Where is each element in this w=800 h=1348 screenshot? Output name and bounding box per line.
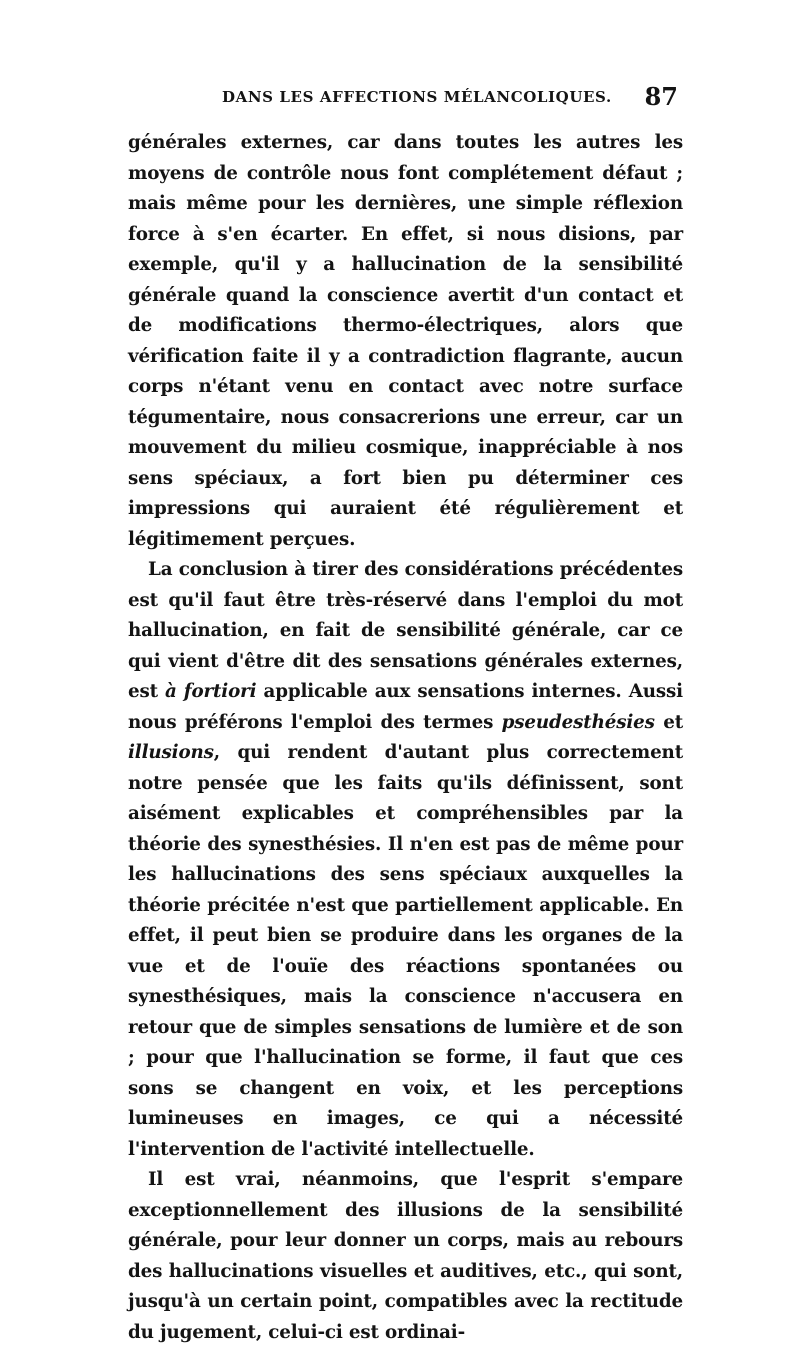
paragraph-1: générales externes, car dans toutes les autres les moyens de contrôle nous font complétement défaut ; mais même pour les dernières, une simple réflexion force à s'en écarter. En effet, si nous disions, par exemple, qu'il y a hallucination de la sensibilité générale quand la conscience avertit d'un contact et de modifications thermo-électriques, alors que vérification faite il y a contradiction flagrante, aucun corps n'étant venu en contact avec notre surface tégumentaire, nous consacrerions une erreur, car un mouvement du milieu cosmique, inappréciable à nos sens spéciaux, a fort bien pu déterminer ces impressions qui auraient été régulièrement et légitimement perçues. xyxy=(128,132,683,550)
paragraph-2-text-d: , qui rendent d'autant plus correctement notre pensée que les faits qu'ils définissent, sont aisément explicables et compréhensibles par la théorie des synesthésies. Il n'en est pas de même pour les hallucinations des sens spéciaux auxquelles la théorie précitée n'est que partiellement applicable. En effet, il peut bien se produire dans les organes de la vue et de l'ouïe des réactions spontanées ou synesthésiques, mais la conscience n'accusera en retour que de simples sensations de lumière et de son ; pour que l'hallucination se forme, il faut que ces sons se changent en voix, et les perceptions lumineuses en images, ce qui a nécessité l'intervention de l'activité intellectuelle. xyxy=(128,742,683,1160)
body-text xyxy=(128,128,683,1348)
paragraph-2-text-c: et xyxy=(654,711,683,733)
running-head: DANS LES AFFECTIONS MÉLANCOLIQUES. xyxy=(222,88,612,106)
paragraph-2 xyxy=(128,555,683,1165)
pseudesthesies-italic: pseudesthésies xyxy=(501,711,655,733)
illusions-italic: illusions xyxy=(128,742,214,763)
page-number: 87 xyxy=(644,82,678,111)
paragraph-2-text-b: applicable aux sensations internes. Aussi nous préférons l'emploi des termes xyxy=(128,681,683,733)
paragraph-2-text-a: La conclusion à tirer des considérations précédentes est qu'il faut être très-réservé dans l'emploi du mot hallucination, en fait de sensibilité générale, car ce qui vient d'être dit des sensations générales externes, est xyxy=(128,559,683,702)
paragraph-3: Il est vrai, néanmoins, que l'esprit s'empare exceptionnellement des illusions de la sensibilité générale, pour leur donner un corps, mais au rebours des hallucinations visuelles et auditives, etc., qui sont, jusqu'à un certain point, compatibles avec la rectitude du jugement, celui-ci est ordinai- xyxy=(128,1169,683,1343)
page-header xyxy=(130,82,680,116)
a-fortiori-italic: à fortiori xyxy=(165,681,257,702)
